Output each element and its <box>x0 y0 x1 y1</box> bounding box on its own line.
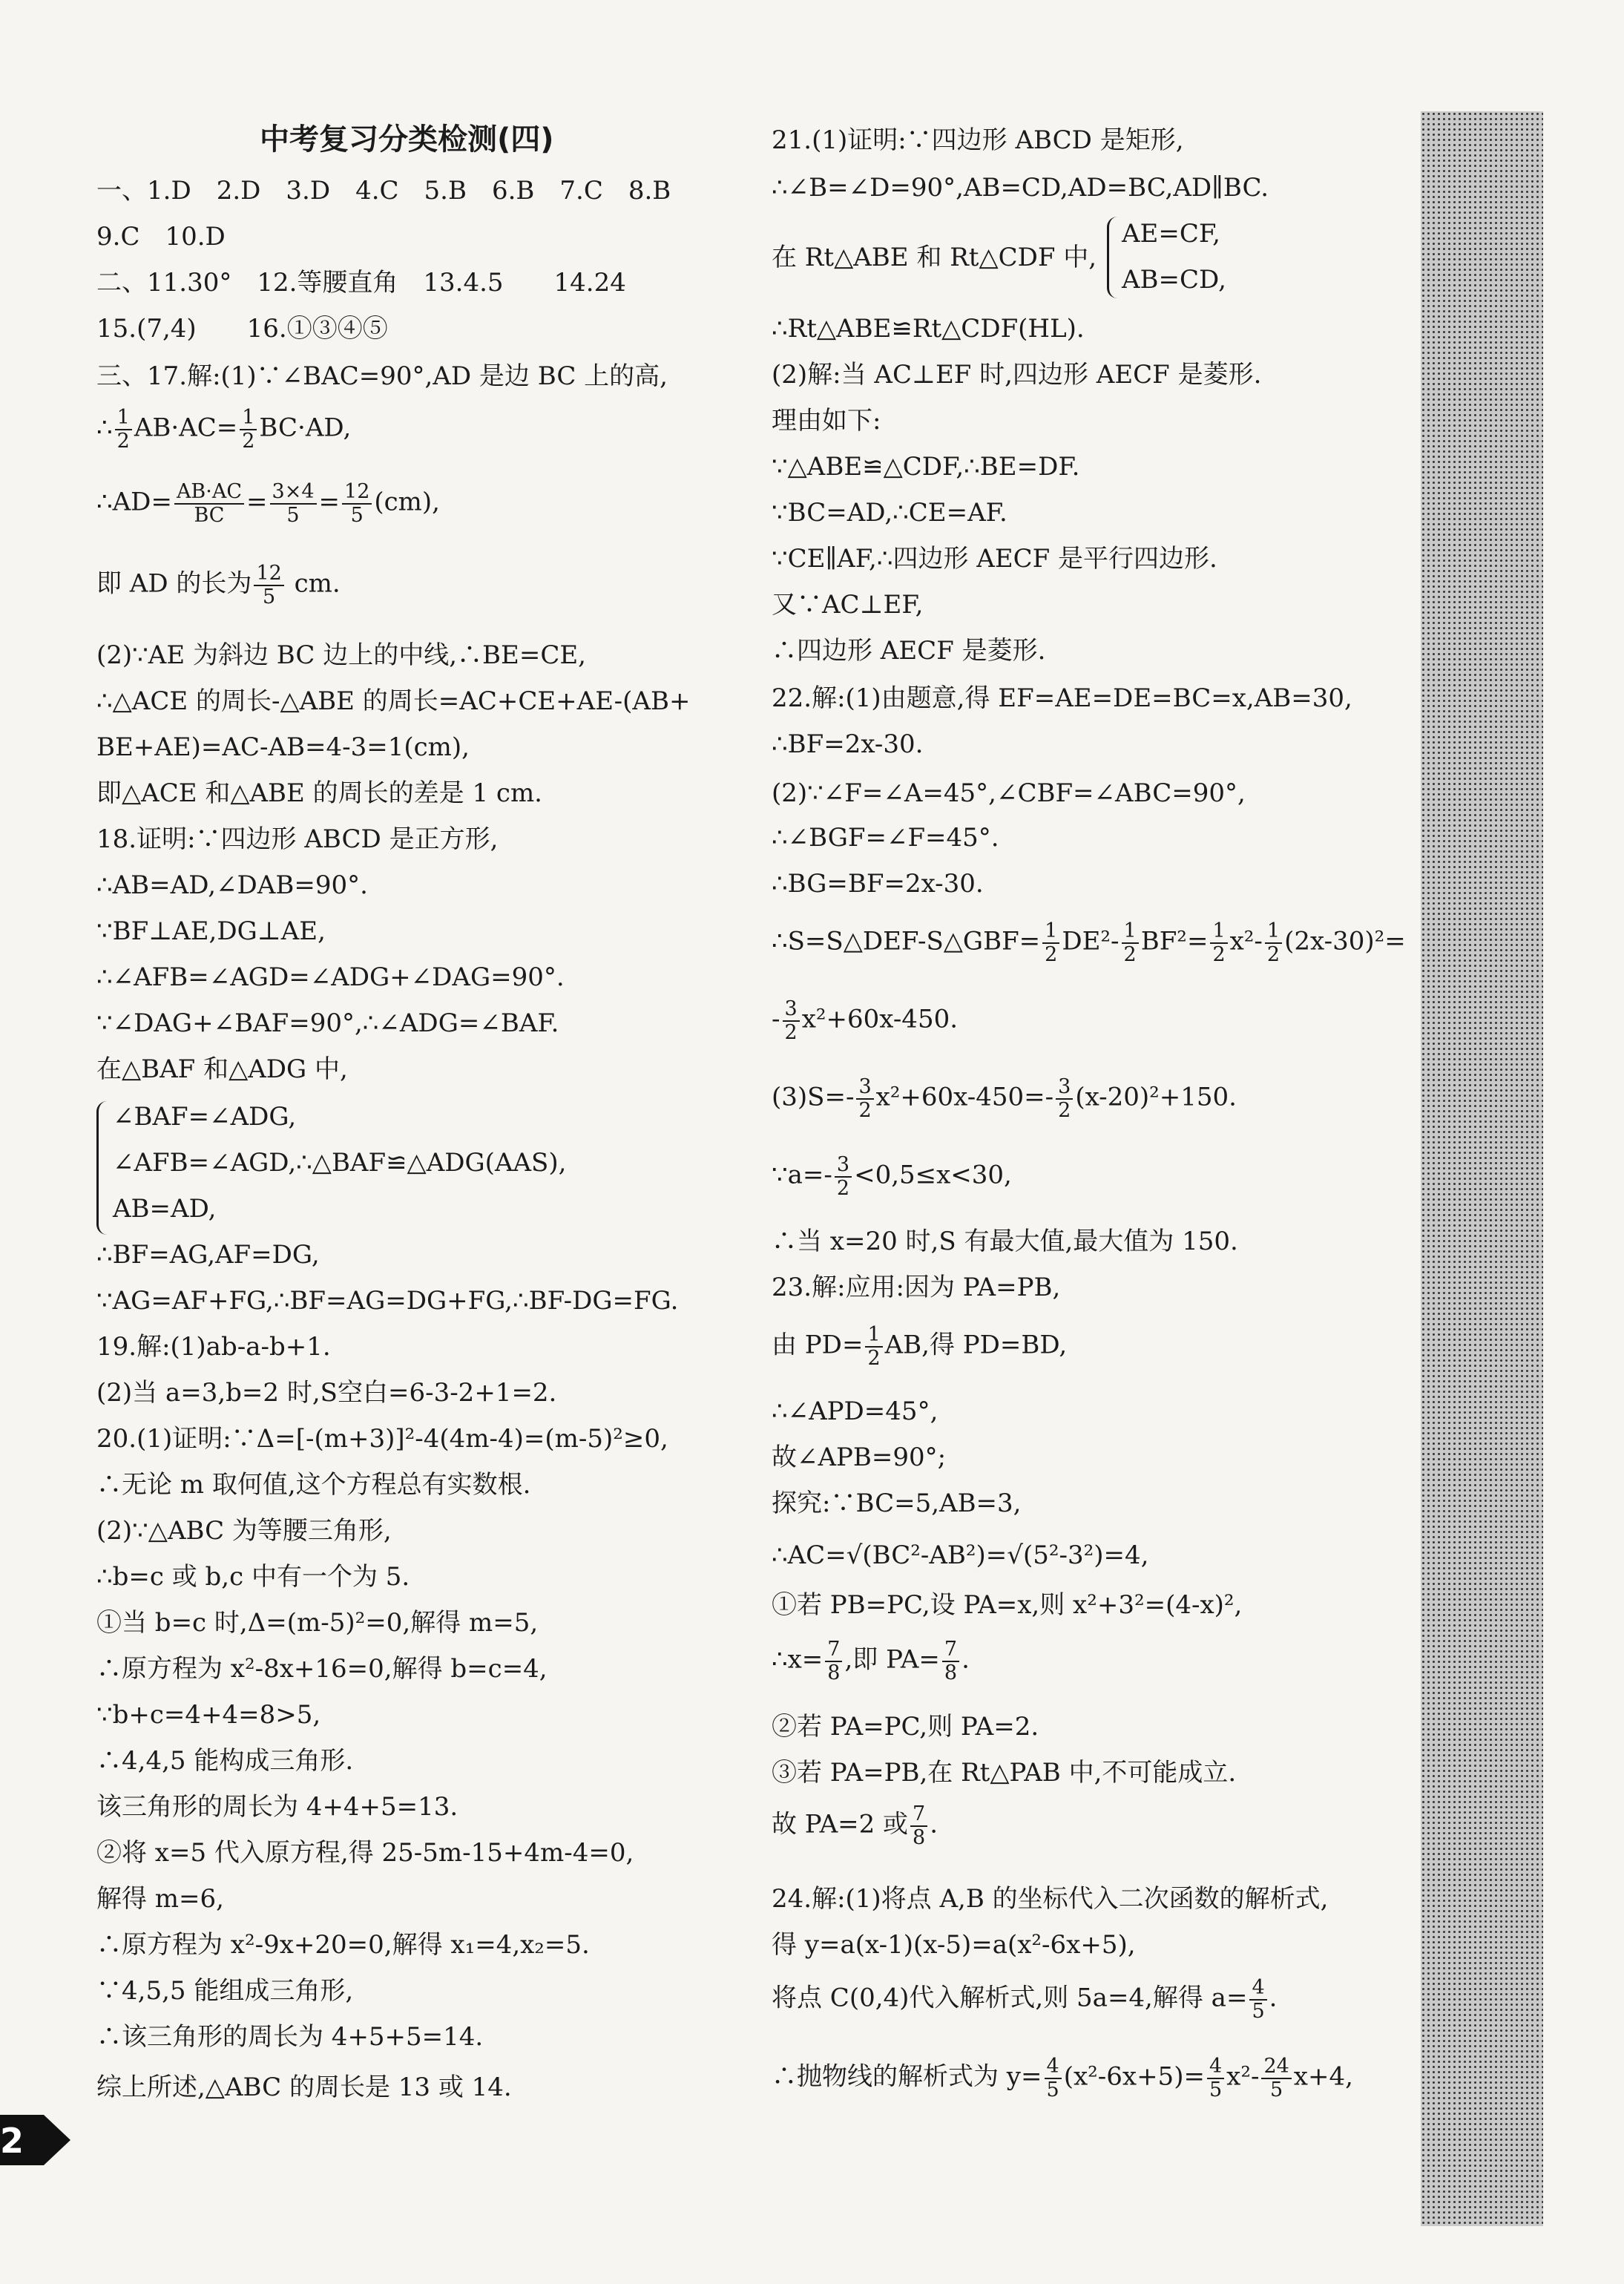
answer-line: 由 PD= $\frac{1}{2}$ AB,得 PD=BD, <box>772 1323 1068 1370</box>
answer-line: ∴无论 m 取何值,这个方程总有实数根. <box>96 1470 531 1500</box>
answer-line: (2)∵∠F=∠A=45°,∠CBF=∠ABC=90°, <box>772 778 1246 808</box>
answer-line: 探究:∵BC=5,AB=3, <box>772 1489 1022 1518</box>
answer-line: 18.证明:∵四边形 ABCD 是正方形, <box>96 824 499 854</box>
fraction: $\frac{1}{2}$ <box>240 407 257 452</box>
answer-line: ∴∠AFB=∠AGD=∠ADG+∠DAG=90°. <box>96 962 565 992</box>
answer-line: ∴S=S△DEF-S△GBF= $\frac{1}{2}$ DE²- $\frac{1}{2}$ BF²= $\frac{1}{2}$ x²- $\frac{1}{2}$ (2x-30)²= <box>772 919 1406 966</box>
answer-line: BE+AE)=AC-AB=4-3=1(cm), <box>96 732 470 762</box>
answer-line: 22.解:(1)由题意,得 EF=AE=DE=BC=x,AB=30, <box>772 683 1352 713</box>
answer-line: ∴原方程为 x²-8x+16=0,解得 b=c=4, <box>96 1654 548 1684</box>
fraction: $\frac{3\times 4}{5}$ <box>270 481 317 526</box>
answer-line: 三、17.解:(1)∵∠BAC=90°,AD 是边 BC 上的高, <box>96 361 668 391</box>
answer-line: ∴抛物线的解析式为 y= $\frac{4}{5}$ (x²-6x+5)= $\frac{4}{5}$ x²- $\frac{24}{5}$ x+4, <box>772 2055 1353 2101</box>
answer-line: 一、1.D 2.D 3.D 4.C 5.B 6.B 7.C 8.B <box>96 176 671 206</box>
answer-line: ∠BAF=∠ADG, <box>113 1102 297 1132</box>
answer-line: ∴四边形 AECF 是菱形. <box>772 636 1046 666</box>
answer-line: ∵BC=AD,∴CE=AF. <box>772 498 1007 528</box>
fraction: $\frac{4}{5}$ <box>1249 1977 1266 2022</box>
answer-line: 在 Rt△ABE 和 Rt△CDF 中, <box>772 243 1097 272</box>
left-brace <box>1107 217 1120 298</box>
answer-line: ∵AG=AF+FG,∴BF=AG=DG+FG,∴BF-DG=FG. <box>96 1286 679 1316</box>
answer-line: ∵△ABE≌△CDF,∴BE=DF. <box>772 452 1080 482</box>
answer-line: 得 y=a(x-1)(x-5)=a(x²-6x+5), <box>772 1930 1136 1960</box>
answer-line: 21.(1)证明:∵四边形 ABCD 是矩形, <box>772 125 1184 155</box>
fraction: $\frac{12}{5}$ <box>254 562 283 608</box>
answer-line: 20.(1)证明:∵Δ=[-(m+3)]²-4(4m-4)=(m-5)²≥0, <box>96 1424 668 1454</box>
answer-line: ②将 x=5 代入原方程,得 25-5m-15+4m-4=0, <box>96 1838 634 1868</box>
answer-line: 综上所述,△ABC 的周长是 13 或 14. <box>96 2073 512 2102</box>
answer-line: ∵∠DAG+∠BAF=90°,∴∠ADG=∠BAF. <box>96 1008 559 1038</box>
fraction: $\frac{3}{2}$ <box>835 1154 852 1199</box>
answer-line: 24.解:(1)将点 A,B 的坐标代入二次函数的解析式, <box>772 1884 1329 1914</box>
answer-line: ∴该三角形的周长为 4+5+5=14. <box>96 2022 484 2052</box>
fraction: $\frac{AB\cdot AC}{BC}$ <box>174 481 244 526</box>
answer-line: 19.解:(1)ab-a-b+1. <box>96 1332 331 1362</box>
answer-line: ∵a=- $\frac{3}{2}$ <0,5≤x<30, <box>772 1153 1012 1200</box>
answer-line: AB=AD, <box>113 1194 217 1224</box>
answer-line: ∴AC=√(BC²-AB²)=√(5²-3²)=4, <box>772 1540 1149 1570</box>
answer-line: 23.解:应用:因为 PA=PB, <box>772 1273 1061 1302</box>
answer-line: ∴∠BGF=∠F=45°. <box>772 823 999 853</box>
answer-line: 即△ACE 和△ABE 的周长的差是 1 cm. <box>96 778 542 808</box>
answer-line: ∴Rt△ABE≌Rt△CDF(HL). <box>772 314 1085 344</box>
answer-line: ∠AFB=∠AGD,∴△BAF≌△ADG(AAS), <box>113 1148 567 1178</box>
fraction: $\frac{1}{2}$ <box>1210 920 1227 965</box>
fraction: $\frac{4}{5}$ <box>1207 2055 1224 2101</box>
answer-line: ∵BF⊥AE,DG⊥AE, <box>96 916 326 946</box>
answer-line: (3)S=- $\frac{3}{2}$ x²+60x-450=- $\frac{3}{2}$ (x-20)²+150. <box>772 1075 1237 1122</box>
fraction: $\frac{1}{2}$ <box>1122 920 1139 965</box>
answer-line: ∴AD= $\frac{AB\cdot AC}{BC}$ = $\frac{3\times 4}{5}$ = $\frac{12}{5}$ (cm), <box>96 480 440 527</box>
answer-line: ①当 b=c 时,Δ=(m-5)²=0,解得 m=5, <box>96 1608 539 1638</box>
answer-line: ∵b+c=4+4=8>5, <box>96 1700 321 1730</box>
answer-line: 二、11.30° 12.等腰直角 13.4.5 14.24 <box>96 268 626 298</box>
fraction: $\frac{3}{2}$ <box>1056 1076 1073 1121</box>
answer-line: 理由如下: <box>772 406 881 436</box>
answer-line: 又∵AC⊥EF, <box>772 590 924 620</box>
answer-line: ∴BF=2x-30. <box>772 729 924 759</box>
answer-line: ∴x= $\frac{7}{8}$ ,即 PA= $\frac{7}{8}$ . <box>772 1638 970 1684</box>
answer-line: ∴∠APD=45°, <box>772 1397 938 1426</box>
fraction: $\frac{4}{5}$ <box>1045 2055 1062 2101</box>
answer-line: 15.(7,4) 16.①③④⑤ <box>96 314 388 344</box>
answer-line: ∵4,5,5 能组成三角形, <box>96 1976 354 2006</box>
fraction: $\frac{1}{2}$ <box>865 1324 882 1369</box>
answer-line: ∴4,4,5 能构成三角形. <box>96 1746 354 1776</box>
answer-line: (2)∵△ABC 为等腰三角形, <box>96 1516 392 1546</box>
answer-line: ∴ $\frac{1}{2}$ AB·AC= $\frac{1}{2}$ BC·AD, <box>96 406 352 453</box>
answer-line: 在△BAF 和△ADG 中, <box>96 1054 348 1084</box>
fraction: $\frac{24}{5}$ <box>1261 2055 1291 2101</box>
answer-line: 9.C 10.D <box>96 222 226 252</box>
answer-line: ∴BG=BF=2x-30. <box>772 869 984 899</box>
answer-line: AE=CF, <box>1122 219 1220 249</box>
fraction: $\frac{7}{8}$ <box>942 1638 959 1684</box>
left-brace <box>96 1101 109 1235</box>
answer-line: 该三角形的周长为 4+4+5=13. <box>96 1792 458 1822</box>
answer-line: (2)解:当 AC⊥EF 时,四边形 AECF 是菱形. <box>772 360 1262 390</box>
answer-line: 故∠APB=90°; <box>772 1443 947 1472</box>
answer-line: ②若 PA=PC,则 PA=2. <box>772 1712 1039 1742</box>
answer-line: ③若 PA=PB,在 Rt△PAB 中,不可能成立. <box>772 1758 1237 1788</box>
fraction: $\frac{1}{2}$ <box>115 407 132 452</box>
answer-line: ∴AB=AD,∠DAB=90°. <box>96 870 368 900</box>
fraction: $\frac{3}{2}$ <box>783 998 800 1043</box>
fraction: $\frac{7}{8}$ <box>825 1638 842 1684</box>
page-number: 2 <box>0 2121 24 2161</box>
answer-line: ∴△ACE 的周长-△ABE 的周长=AC+CE+AE-(AB+ <box>96 686 691 716</box>
answer-line: 将点 C(0,4)代入解析式,则 5a=4,解得 a= $\frac{4}{5}$ . <box>772 1976 1278 2023</box>
answer-line: 解得 m=6, <box>96 1884 224 1914</box>
answer-line: ∴b=c 或 b,c 中有一个为 5. <box>96 1562 410 1592</box>
fraction: $\frac{1}{2}$ <box>1042 920 1059 965</box>
fraction: $\frac{7}{8}$ <box>910 1803 927 1848</box>
dotted-sidebar <box>1421 111 1543 2226</box>
answer-line: 故 PA=2 或 $\frac{7}{8}$ . <box>772 1802 938 1849</box>
answer-line: ∴∠B=∠D=90°,AB=CD,AD=BC,AD∥BC. <box>772 173 1269 203</box>
answer-line: (2)当 a=3,b=2 时,S空白=6-3-2+1=2. <box>96 1378 557 1408</box>
page-title: 中考复习分类检测(四) <box>260 122 554 157</box>
answer-line: ∵CE∥AF,∴四边形 AECF 是平行四边形. <box>772 544 1217 574</box>
answer-line: ∴BF=AG,AF=DG, <box>96 1240 320 1270</box>
answer-line: AB=CD, <box>1122 265 1226 295</box>
answer-line: ①若 PB=PC,设 PA=x,则 x²+3²=(4-x)², <box>772 1590 1243 1620</box>
fraction: $\frac{1}{2}$ <box>1265 920 1282 965</box>
answer-line: ∴当 x=20 时,S 有最大值,最大值为 150. <box>772 1227 1238 1256</box>
answer-line: (2)∵AE 为斜边 BC 边上的中线,∴BE=CE, <box>96 640 586 670</box>
answer-line: - $\frac{3}{2}$ x²+60x-450. <box>772 997 959 1044</box>
fraction: $\frac{12}{5}$ <box>342 481 372 526</box>
fraction: $\frac{3}{2}$ <box>856 1076 873 1121</box>
answer-line: ∴原方程为 x²-9x+20=0,解得 x₁=4,x₂=5. <box>96 1930 590 1960</box>
answer-line: 即 AD 的长为 $\frac{12}{5}$ cm. <box>96 562 341 608</box>
